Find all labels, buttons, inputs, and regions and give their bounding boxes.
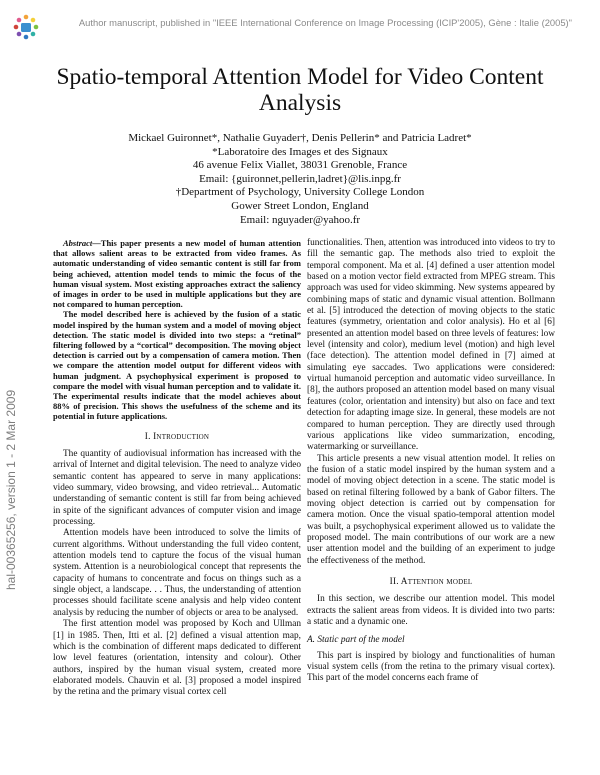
affiliation-1: *Laboratoire des Images et des Signaux — [212, 145, 388, 158]
abstract-para-1: Abstract—This paper presents a new model of human attention that allows salient areas to be extracted from video frames. As automatic understanding of video semantic content is still far from being achieved, attention model tends to mimic the focus of the human visual system. Most existing approaches extract the saliency of images in order to be used in multiple applications but they are not compared to human perception. — [53, 238, 301, 310]
email-2: Email: nguyader@yahoo.fr — [239, 213, 361, 226]
abstract-label: Abstract — [63, 238, 93, 248]
manuscript-note: Author manuscript, published in "IEEE International Conference on Image Processing (ICIP'2005), Gène : Italie (2005)" — [78, 17, 572, 28]
right-column — [307, 238, 555, 685]
section-1-heading: I. Introduction — [144, 431, 210, 442]
subsection-a-heading: A. Static part of the model — [307, 635, 405, 646]
hal-identifier: hal-00365256, version 1 - 2 Mar 2009 — [4, 389, 18, 590]
author-block — [60, 132, 540, 227]
model-para-2: This part is inspired by biology and functionalities of human visual system cells (from the retina to the primary visual cortex). This part of the model concerns each frame of — [307, 650, 555, 684]
hal-logo-icon — [10, 12, 42, 44]
intro-para-2: Attention models have been introduced to solve the limits of current algorithms. Without understanding the full video content, attention models tend to capture the focus of the visual human system. Attention is a neurobiological concept that represents the capacity of humans to concentrate and focus on things such as a single object, a landscape. . . Thus, the understanding of attention processes should facilitate scene analysis and help video content analysis by reducing the number of objects or area to be analysed. — [53, 528, 301, 618]
left-column — [53, 238, 301, 699]
model-para-1: In this section, we describe our attention model. This model extracts the salient areas from videos. It is divided into two parts: a static and a dynamic one. — [307, 594, 555, 627]
address-1: 46 avenue Felix Viallet, 38031 Grenoble, France — [192, 159, 408, 172]
section-2-heading: II. Attention model — [389, 576, 473, 587]
abstract-para-2: The model described here is achieved by the fusion of a static model inspired by the human system and a model of moving object detection. The static model is divided into two steps: a “retinal” filtering followed by a “cortical” decomposition. The moving object detection is carried out by a compensation of camera motion. Then we compare the attention model output for different videos with human judgment. A psychophysical experiment is proposed to compare the model with visual human perception and to validate it. The experimental results indicate that the model achieves about 88% of precision. This shows the usefulness of the scheme and its potential in future applications. — [53, 309, 301, 422]
intro-para-1: The quantity of audiovisual information has increased with the arrival of Internet and digital television. The need to analyze video semantic content has appeared to serve in many applications: video summary, video browsing, and video retrieval... Automatic understanding of semantic content is still far from being achieved in spite of the significant advances of computer vision and image processing. — [53, 449, 301, 528]
affiliation-2: †Department of Psychology, University College London — [175, 186, 425, 199]
author-names: Mickael Guironnet*, Nathalie Guyader†, Denis Pellerin* and Patricia Ladret* — [128, 132, 472, 144]
address-2: Gower Street London, England — [231, 199, 369, 212]
intro-para-3: The first attention model was proposed by Koch and Ullman [1] in 1985. Then, Itti et al. [2] defined a visual attention map, which is the combination of different maps dedicated to different low level features (orientation, intensity and colour). Other authors, inspired by the human visual system, created more elaborated models. Chauvin et al. [3] proposed a model inspired by the retina and the primary visual cortex cell — [53, 619, 301, 698]
intro-para-4: functionalities. Then, attention was introduced into videos to try to fill the semantic gap. The methods also tried to exploit the temporal component. Ma et al. [4] defined a user attention model based on a motion vector field extracted from MPEG stream. This approach was used for video skimming. New systems appeared by combining maps of static and dynamic visual attention. Bollmann et al. [5] introduced the detection of moving objects to the static features (symmetry, orientation and color analysis). Ho et al [6] presented an attention model based on three levels of features: low level (intensity and color), medium level (motion) and high level (face detection). The attention model defined in [7] aimed at simulating eye saccades. Two applications were considered: virtual humanoid perception and automatic video surveillance. In [8], the authors proposed an attention model based on many visual features (color, orientation and intensity) but also on face and text detection for adapting image size. In general, these models are not compared to human perception. They are directly used through various applications like video summarization, encoding, watermarking or surveillance. — [307, 238, 555, 453]
paper-title: Spatio-temporal Attention Model for Video Content Analysis — [56, 64, 544, 116]
intro-para-5: This article presents a new visual attention model. It relies on the fusion of a static model inspired by the human system and a model of moving object detection in a scene. The static model is based on retinal filtering followed by a bank of Gabor filters. The moving object detection is carried out by compensation for camera motion. Once the visual spatio-temporal attention model was built, a psychophysical experiment allowed us to validate the proposed model. The main contributions of our work are a new user attention model and the building of an experiment to judge the effectiveness of the method. — [307, 453, 555, 566]
email-1: Email: {guironnet,pellerin,ladret}@lis.inpg.fr — [199, 172, 401, 185]
